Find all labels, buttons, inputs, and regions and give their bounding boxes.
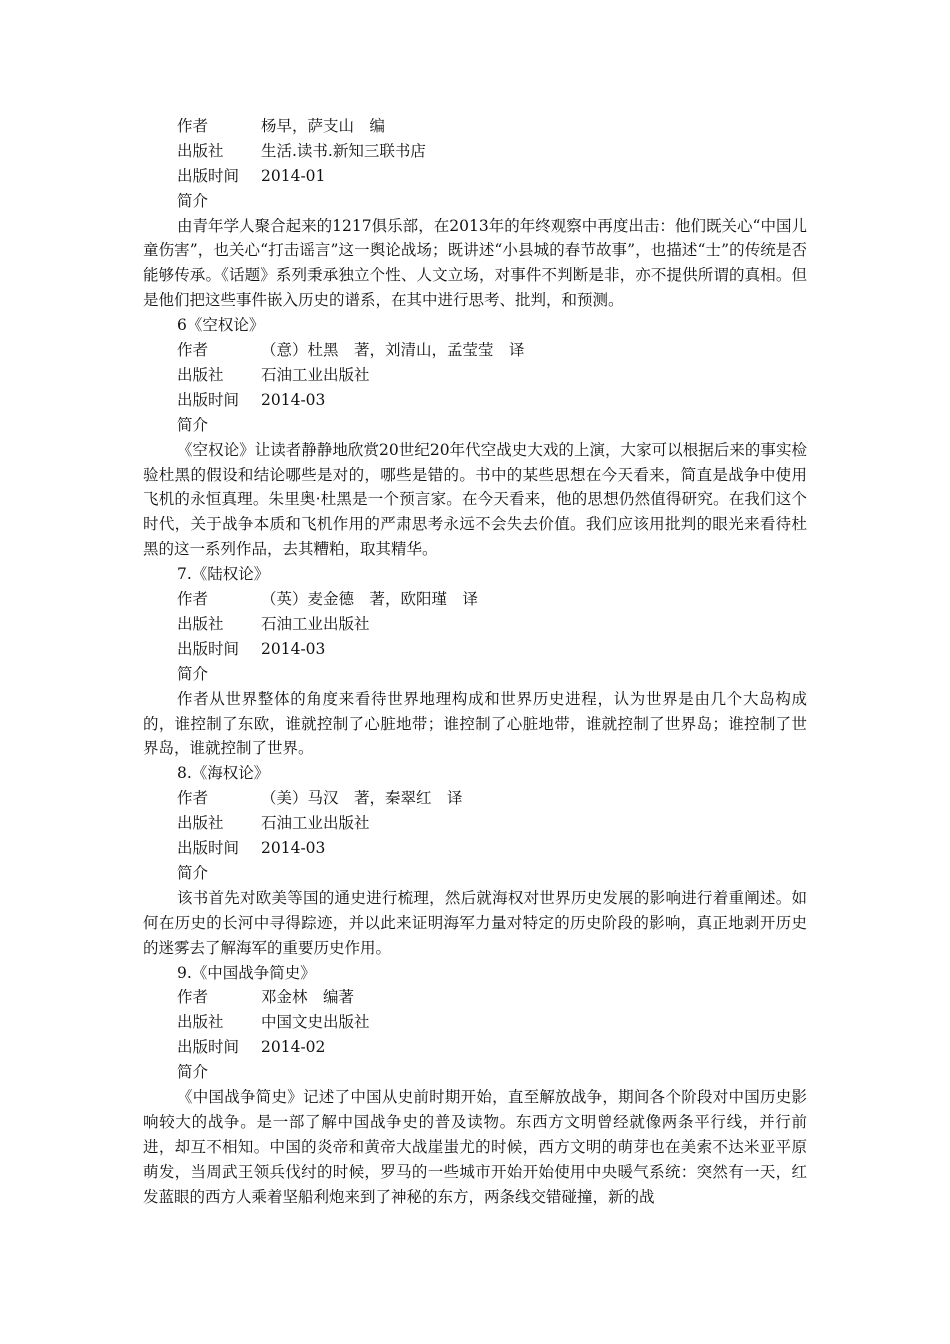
date-row <box>143 637 807 662</box>
summary-text: 由青年学人聚合起来的1217俱乐部，在2013年的年终观察中再度出击：他们既关心“中国儿童伤害”，也关心“打击谣言”这一舆论战场；既讲述“小县城的春节故事”，也描述“士”的传统是否能够传承。《话题》系列秉承独立个性、人文立场，对事件不判断是非，亦不提供所谓的真相。但是他们把这些事件嵌入历史的谱系，在其中进行思考、批判，和预测。 <box>143 216 807 310</box>
date-value: 2014-01 <box>261 166 326 185</box>
author-value: 杨早，萨支山 编 <box>261 117 386 135</box>
publisher-value: 中国文史出版社 <box>261 1013 370 1032</box>
publisher-row <box>143 612 807 637</box>
book-entry <box>143 313 807 562</box>
date-label: 出版时间 <box>177 639 240 658</box>
date-value: 2014-03 <box>261 390 326 409</box>
book-heading: 6《空权论》 <box>177 316 265 335</box>
date-value: 2014-02 <box>261 1038 326 1057</box>
author-row <box>143 985 807 1010</box>
publisher-row <box>143 139 807 164</box>
summary-label: 简介 <box>177 863 209 882</box>
publisher-value: 石油工业出版社 <box>261 814 370 833</box>
publisher-label: 出版社 <box>177 814 224 833</box>
date-value: 2014-03 <box>261 639 326 658</box>
publisher-row <box>143 811 807 836</box>
author-label: 作者 <box>177 988 209 1007</box>
author-label: 作者 <box>177 590 209 609</box>
publisher-row <box>143 363 807 388</box>
publisher-label: 出版社 <box>177 365 224 384</box>
author-label: 作者 <box>177 341 209 360</box>
book-heading: 9.《中国战争简史》 <box>177 963 316 982</box>
book-heading: 8.《海权论》 <box>177 764 270 783</box>
author-value: （意）杜黑 著，刘清山，孟莹莹 译 <box>261 341 525 360</box>
date-row <box>143 164 807 189</box>
date-label: 出版时间 <box>177 1038 240 1057</box>
summary-label: 简介 <box>177 415 209 434</box>
date-label: 出版时间 <box>177 166 240 185</box>
date-row <box>143 388 807 413</box>
book-entry <box>143 961 807 1210</box>
publisher-label: 出版社 <box>177 141 224 160</box>
summary-label: 简介 <box>177 191 209 210</box>
summary-label: 简介 <box>177 1063 209 1082</box>
summary-text: 《中国战争简史》记述了中国从史前时期开始，直至解放战争，期间各个阶段对中国历史影响较大的战争。是一部了解中国战争史的普及读物。东西方文明曾经就像两条平行线，并行前进，却互不相知。中国的炎帝和黄帝大战崖蚩尤的时候，西方文明的萌芽也在美索不达米亚平原萌发，当周武王领兵伐纣的时候，罗马的一些城市开始开始使用中央暖气系统：突然有一天，红发蓝眼的西方人乘着坚船利炮来到了神秘的东方，两条线交错碰撞，新的战 <box>143 1087 807 1206</box>
author-label: 作者 <box>177 117 209 135</box>
publisher-value: 生活.读书.新知三联书店 <box>261 141 426 160</box>
date-label: 出版时间 <box>177 390 240 409</box>
author-row <box>143 786 807 811</box>
summary-text: 该书首先对欧美等国的通史进行梳理，然后就海权对世界历史发展的影响进行着重阐述。如何在历史的长河中寻得踪迹，并以此来证明海军力量对特定的历史阶段的影响，真正地剥开历史的迷雾去了解海军的重要历史作用。 <box>143 888 807 957</box>
author-value: （美）马汉 著，秦翠红 译 <box>261 789 463 808</box>
summary-label: 简介 <box>177 664 209 683</box>
author-value: （英）麦金德 著，欧阳瑾 译 <box>261 590 479 609</box>
summary-text: 《空权论》让读者静静地欣赏20世纪20年代空战史大戏的上演，大家可以根据后来的事实检验杜黑的假设和结论哪些是对的，哪些是错的。书中的某些思想在今天看来，简直是战争中使用飞机的永恒真理。朱里奥·杜黑是一个预言家。在今天看来，他的思想仍然值得研究。在我们这个时代，关于战争本质和飞机作用的严肃思考永远不会失去价值。我们应该用批判的眼光来看待杜黑的这一系列作品，去其糟粕，取其精华。 <box>143 440 807 559</box>
author-row <box>143 114 807 139</box>
date-row <box>143 836 807 861</box>
summary-text: 作者从世界整体的角度来看待世界地理构成和世界历史进程，认为世界是由几个大岛构成的，谁控制了东欧，谁就控制了心脏地带；谁控制了心脏地带，谁就控制了世界岛；谁控制了世界岛，谁就控制了世界。 <box>143 689 807 758</box>
publisher-row <box>143 1010 807 1035</box>
date-label: 出版时间 <box>177 839 240 858</box>
date-row <box>143 1035 807 1060</box>
publisher-label: 出版社 <box>177 1013 224 1032</box>
publisher-label: 出版社 <box>177 614 224 633</box>
book-entry <box>143 562 807 761</box>
author-row <box>143 338 807 363</box>
publisher-value: 石油工业出版社 <box>261 365 370 384</box>
author-label: 作者 <box>177 789 209 808</box>
author-value: 邓金林 编著 <box>261 988 355 1007</box>
book-heading: 7.《陆权论》 <box>177 565 270 584</box>
author-row <box>143 587 807 612</box>
book-entry <box>143 114 807 313</box>
book-entry <box>143 761 807 960</box>
date-value: 2014-03 <box>261 839 326 858</box>
publisher-value: 石油工业出版社 <box>261 614 370 633</box>
